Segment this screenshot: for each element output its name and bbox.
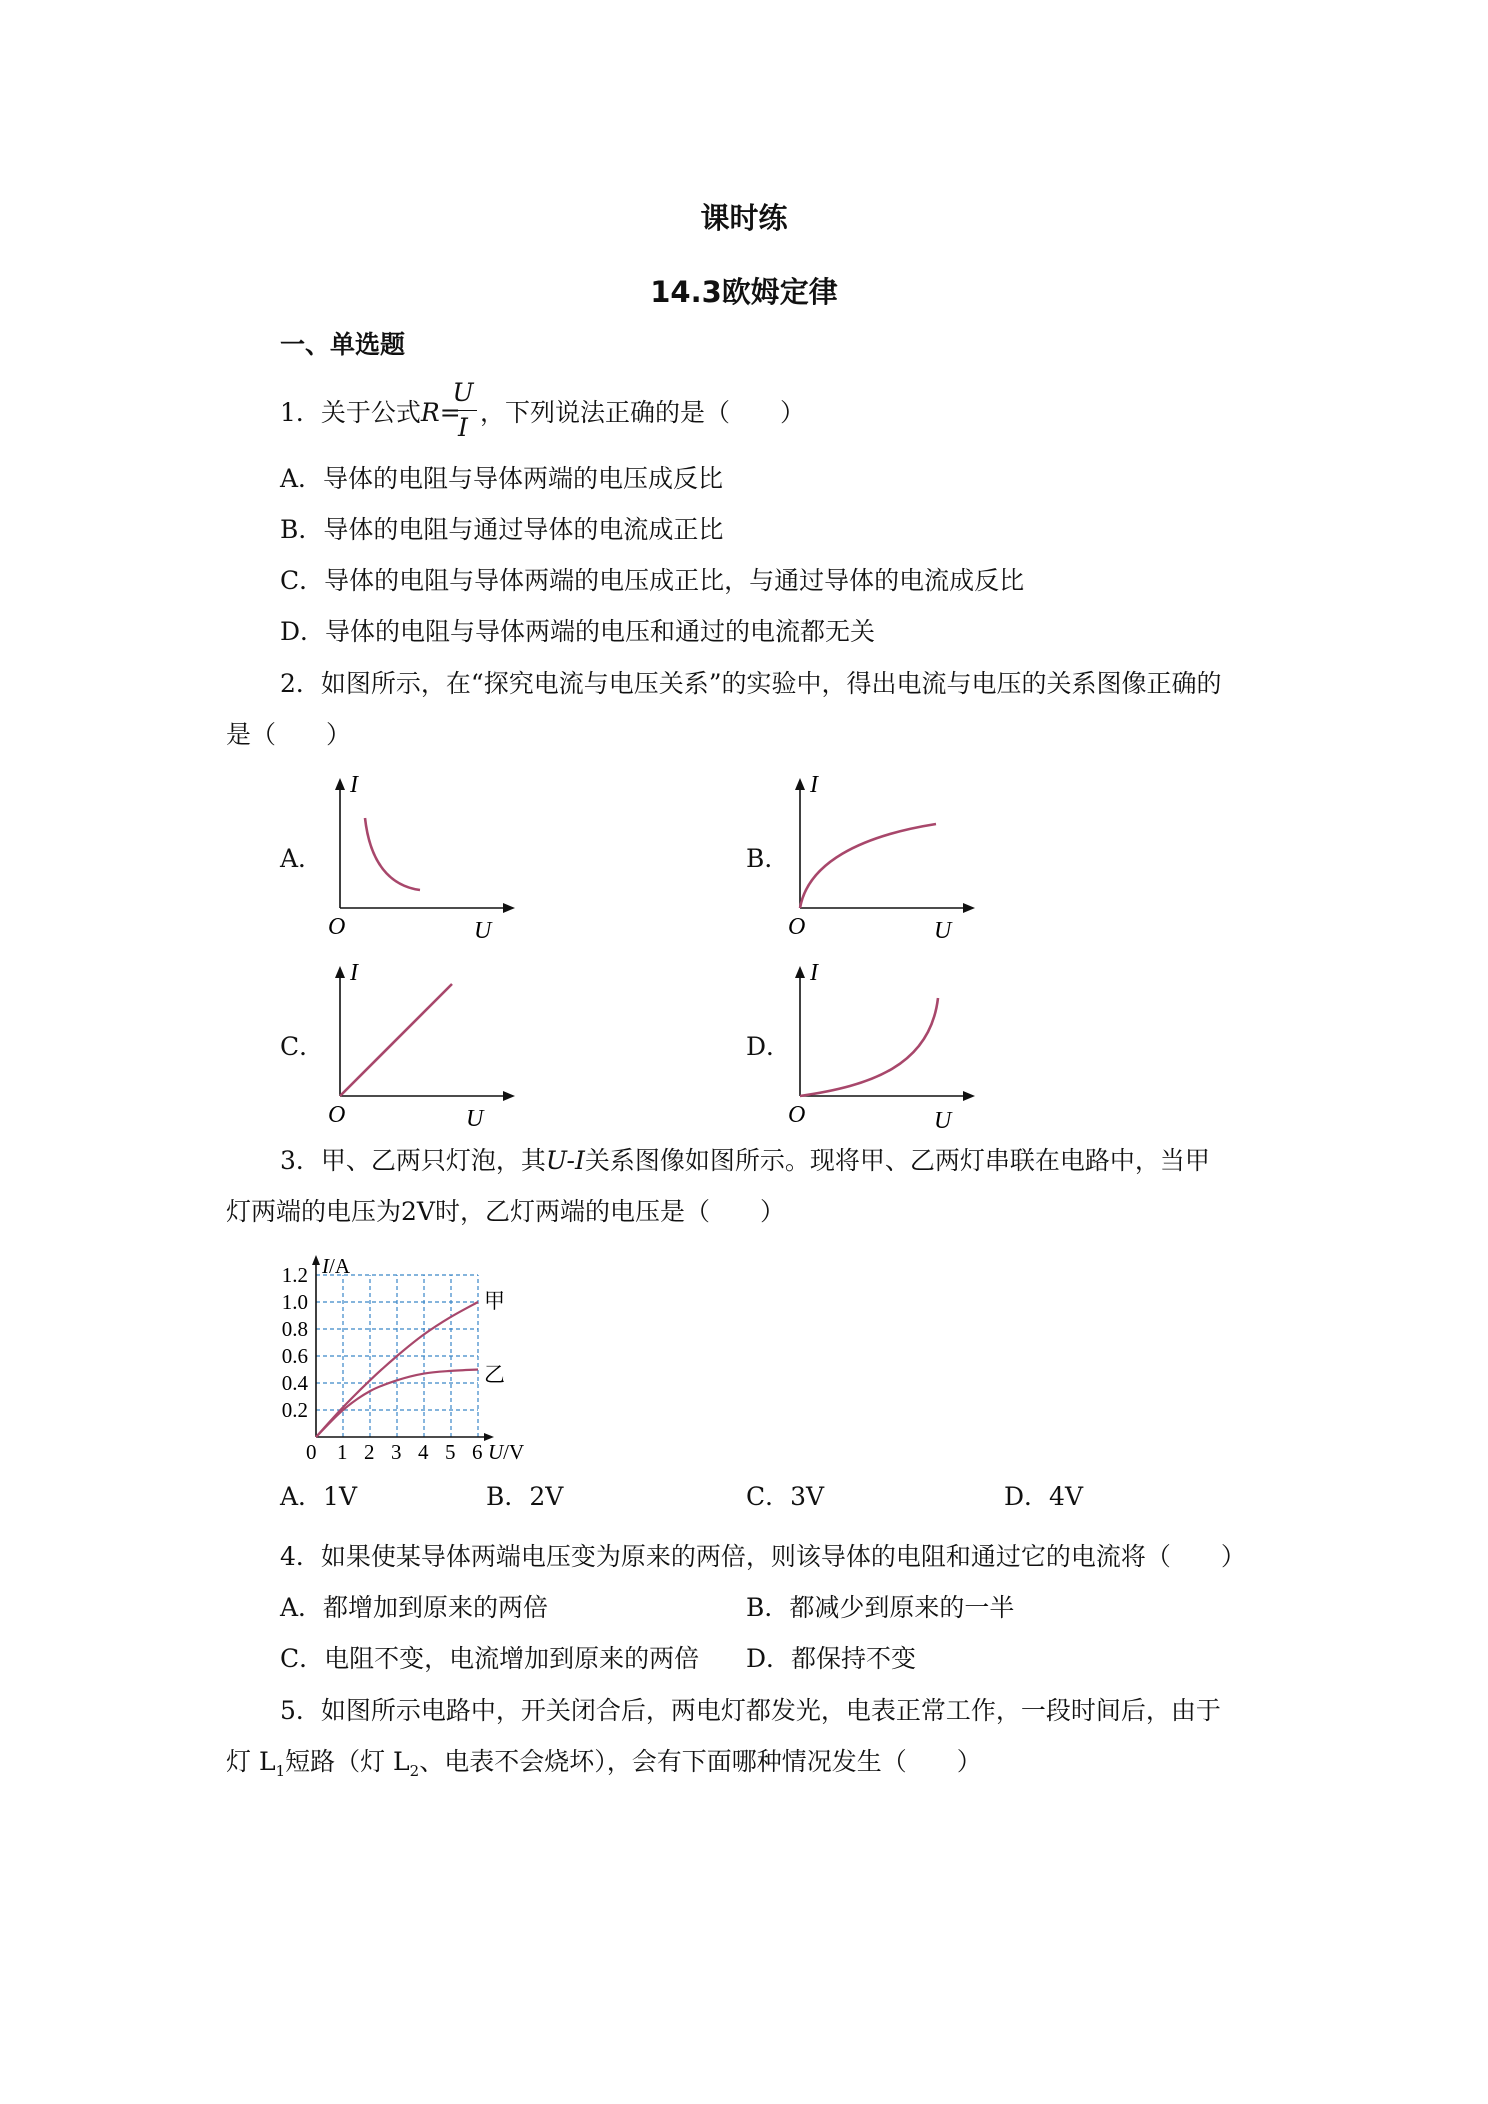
chart-y-axis-label: I/A [322,1254,350,1278]
series-label-2: 乙 [484,1362,505,1387]
q3-option-b: B．2V [486,1482,564,1511]
section-heading: 一、单选题 [280,330,406,359]
q2-graph-c [320,956,530,1136]
origin-label: O [328,1102,346,1128]
q2-graph-a [320,768,530,948]
x-axis-label: U [474,918,492,944]
q2-option-b-label: B． [746,844,790,873]
origin-label: O [328,914,346,940]
curve [800,998,938,1096]
q4-option-b: B．都减少到原来的一半 [746,1593,1015,1622]
x-axis-arrow [963,903,975,913]
x-tick-label: 1 [337,1440,348,1460]
question-3-stem-line1: 3．甲、乙两只灯泡，其U-I关系图像如图所示。现将甲、乙两灯串联在电路中，当甲 [280,1146,1210,1175]
question-3-stem-line2: 灯两端的电压为2V时，乙灯两端的电压是（ ） [226,1197,785,1226]
q1-option-b: B．导体的电阻与通过导体的电流成正比 [280,515,724,544]
q1-option-c: C．导体的电阻与导体两端的电压成正比，与通过导体的电流成反比 [280,566,1025,595]
y-tick-label: 0.4 [281,1371,308,1395]
x-tick-label: 6 [472,1440,483,1460]
question-5-stem-line2: 灯 $L_1$短路（灯 $L_2$、电表不会烧坏），会有下面哪种情况发生（ ） [226,1747,982,1780]
x-tick-label: 0 [306,1440,317,1460]
y-tick-label: 0.6 [281,1344,308,1368]
y-axis-label: I [810,772,818,798]
y-tick-label: 1.2 [281,1263,308,1287]
y-axis-arrow [795,966,805,978]
fraction-bar [449,410,477,411]
fraction-denominator: I [458,413,468,442]
fraction-numerator: U [452,378,474,407]
origin-label: O [788,914,806,940]
curve [340,984,452,1096]
y-axis-arrow [312,1255,320,1265]
curve [365,818,420,890]
q4-option-a: A．都增加到原来的两倍 [280,1593,549,1622]
x-axis-arrow [503,1091,515,1101]
y-axis-label: I [350,772,358,798]
q2-option-c-label: C． [280,1032,325,1061]
curve [800,824,936,908]
page-title: 课时练 [700,201,788,235]
series-label-1: 甲 [484,1289,505,1313]
chart-series [316,1289,505,1437]
x-axis-label: U [934,918,952,944]
y-tick-label: 0.8 [281,1317,308,1341]
formula-fraction [449,378,477,443]
q2-graph-d [780,956,990,1136]
q4-option-c: C．电阻不变，电流增加到原来的两倍 [280,1644,700,1673]
y-axis-arrow [795,778,805,790]
y-axis-arrow [335,966,345,978]
question-1-prefix: 1．关于公式R= [280,398,461,427]
y-tick-label: 0.2 [281,1398,308,1422]
q3-option-c: C．3V [746,1482,825,1511]
y-axis-arrow [335,778,345,790]
x-tick-label: 3 [391,1440,402,1460]
page-subtitle: 14.3欧姆定律 [650,275,838,309]
q3-option-d: D．4V [1004,1482,1084,1511]
q1-option-d: D．导体的电阻与导体两端的电压和通过的电流都无关 [280,617,876,646]
y-axis-label: I [810,960,818,986]
question-4-stem: 4．如果使某导体两端电压变为原来的两倍，则该导体的电阻和通过它的电流将（ ） [280,1542,1246,1571]
question-2-stem-line1: 2．如图所示，在“探究电流与电压关系”的实验中，得出电流与电压的关系图像正确的 [280,669,1222,698]
x-axis-arrow [503,903,515,913]
ui-relation-chart [270,1240,540,1460]
x-tick-label: 4 [418,1440,429,1460]
x-axis-label: U [934,1108,952,1134]
x-axis-label: U [466,1106,484,1132]
chart-ticks [282,1263,483,1460]
chart-x-axis-label: U/V [488,1440,525,1460]
y-axis-label: I [350,960,358,986]
x-tick-label: 2 [364,1440,375,1460]
x-tick-label: 5 [445,1440,456,1460]
q2-option-d-label: D． [746,1032,792,1061]
x-axis-arrow [963,1091,975,1101]
q1-option-a: A．导体的电阻与导体两端的电压成反比 [280,464,724,493]
q4-option-d: D．都保持不变 [746,1644,917,1673]
question-2-stem-line2: 是（ ） [226,720,352,749]
q2-graph-b [780,768,990,948]
y-tick-label: 1.0 [281,1290,308,1314]
q2-option-a-label: A． [280,844,324,873]
origin-label: O [788,1102,806,1128]
q3-option-a: A．1V [280,1482,358,1511]
question-1-suffix: ，下列说法正确的是（ ） [480,398,806,427]
question-5-stem-line1: 5．如图所示电路中，开关闭合后，两电灯都发光，电表正常工作，一段时间后，由于 [280,1696,1221,1725]
